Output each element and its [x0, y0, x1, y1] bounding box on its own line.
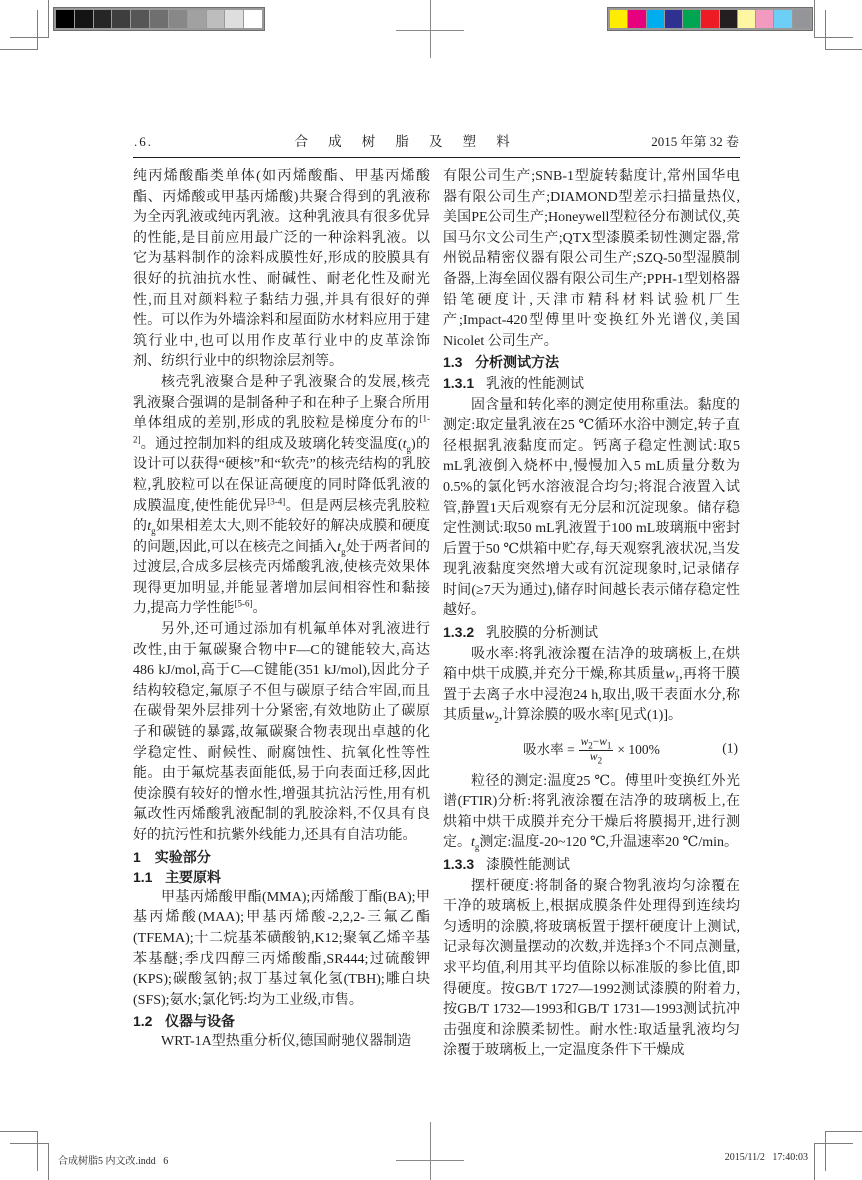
section-heading-1-1: 1.1 主要原料	[133, 869, 222, 886]
header-rule	[133, 157, 740, 158]
calibration-swatch	[720, 10, 737, 28]
section-heading-1-2: 1.2 仪器与设备	[133, 1013, 236, 1030]
equation-multiplier: × 100%	[617, 742, 660, 758]
calibration-swatch	[244, 10, 262, 28]
section-heading-1-3-2: 1.3.2 乳胶膜的分析测试	[443, 624, 599, 642]
page-content	[133, 130, 740, 1062]
body-paragraph: 摆杆硬度:将制备的聚合物乳液均匀涂覆在干净的玻璃板上,根据成膜条件处理得到连续均匀透明的涂膜,将玻璃板置于摆杆硬度计上测试,记录每次测量摆动的次数,并选择3个不同点测量,求平均值,利用其平均值除以标准版的参比值,即得硬度。按GB/T 1727—1992测试漆膜的附着力,按GB/T 1732—1993和GB/T 1731—1993测试抗冲击强度和涂膜柔韧性。耐水性:取适量乳液均匀涂覆于玻璃板上,一定温度条件下干燥成	[443, 878, 740, 1059]
calibration-swatch	[756, 10, 773, 28]
calibration-swatch	[701, 10, 718, 28]
color-calibration-bar	[607, 7, 813, 31]
page-number: .6.	[134, 134, 153, 149]
calibration-swatch	[75, 10, 93, 28]
right-column	[443, 167, 740, 1062]
section-heading-1-3-1: 1.3.1 乳液的性能测试	[443, 374, 585, 392]
calibration-swatch	[169, 10, 187, 28]
prepress-filename: 合成树脂5 内文改.indd 6	[58, 1156, 169, 1167]
running-head	[133, 130, 740, 150]
section-heading-1-3: 1.3 分析测试方法	[443, 354, 560, 371]
body-paragraph: 有限公司生产;SNB-1型旋转黏度计,常州国华电器有限公司生产;DIAMOND型差示扫描量热仪,美国PE公司生产;Honeywell型粒径分布测试仪,英国马尔文公司生产;QTX型漆膜柔韧性测定器,常州锐品精密仪器有限公司生产;SZQ-50型湿膜制备器,上海垒固仪器有限公司生产;PPH-1型划格器铅笔硬度计,天津市精科材料试验机厂生产;Impact-420型傅里叶变换红外光谱仪,美国Nicolet 公司生产。	[443, 169, 740, 349]
volume-info: 2015 年第 32 卷	[651, 134, 739, 149]
calibration-swatch	[150, 10, 168, 28]
body-paragraph: 核壳乳液聚合是种子乳液聚合的发展,核壳乳液聚合强调的是制备种子和在种子上聚合所用单体组成的差别,形成的乳胶粒是梯度分布的[1-2]。通过控制加料的组成及玻璃化转变温度$(t_g)$的设计可以获得“硬核”和“软壳”的核壳结构的乳胶粒,乳胶粒可以在保证高硬度的同时降低乳液的成膜温度,使性能优异[3-4]。但是两层核壳乳胶粒的$t_g$如果相差太大,则不能较好的解决成膜和硬度的问题,因此,可以在核壳之间插入$t_g$处于两者间的过渡层,合成多层核壳丙烯酸乳液,使核壳效果体现得更加明显,并能显著增加层间相容性和黏接力,提高力学性能[5-6]。	[133, 374, 431, 617]
calibration-swatch	[56, 10, 74, 28]
calibration-swatch	[188, 10, 206, 28]
body-paragraph: 甲基丙烯酸甲酯(MMA);丙烯酸丁酯(BA);甲基丙烯酸(MAA);甲基丙烯酸-2,2,2-三氟乙酯(TFEMA);十二烷基苯磺酸钠,K12;聚氧乙烯辛基苯基醚;季戊四醇三丙烯酸酯,SR444;过硫酸钾(KPS);碳酸氢钠;叔丁基过氧化氢(TBH);雕白块(SFS);氨水;氯化钙:均为工业级,市售。	[133, 889, 430, 1008]
crop-mark-bottom-left-inner	[0, 1131, 38, 1171]
registration-crosshair-top	[430, 0, 431, 58]
crop-mark-top-left-inner	[0, 10, 38, 50]
calibration-swatch	[225, 10, 243, 28]
body-paragraph: 纯丙烯酸酯类单体(如丙烯酸酯、甲基丙烯酸酯、丙烯酸或甲基丙烯酸)共聚合得到的乳液称为全丙乳液或纯丙乳液。这种乳液具有很多优异的性能,是目前应用最广泛的一种涂料乳液。以它为基料制作的涂料成膜性好,形成的胶膜具有很好的抗油抗水性、耐碱性、耐老化性及耐光性,而且对颜料粒子黏结力强,并具有很好的弹性。可以作为外墙涂料和屋面防水材料应用于建筑行业中,也可以用作皮革行业中的皮革涂饰剂、纺织行业中的织物涂层剂等。	[133, 169, 430, 370]
calibration-swatch	[112, 10, 130, 28]
registration-crosshair-bottom	[430, 1122, 431, 1180]
equation-lhs: 吸水率 =	[523, 742, 575, 758]
calibration-swatch	[774, 10, 791, 28]
calibration-swatch	[207, 10, 225, 28]
crop-mark-top-right-inner	[825, 10, 862, 50]
equation-1	[443, 727, 740, 772]
prepress-timestamp: 2015/11/2 17:40:03	[724, 1152, 808, 1163]
section-heading-1: 1 实验部分	[133, 848, 211, 865]
section-heading-1-3-3: 1.3.3 漆膜性能测试	[443, 856, 571, 873]
left-column	[133, 167, 430, 1062]
journal-title: 合 成 树 脂 及 塑 料	[294, 134, 519, 149]
calibration-swatch	[610, 10, 627, 28]
calibration-swatch	[628, 10, 645, 28]
calibration-swatch	[793, 10, 810, 28]
body-paragraph: 固含量和转化率的测定使用称重法。黏度的测定:取定量乳液在25 ℃循环水浴中测定,转子直径根据乳液黏度而定。钙离子稳定性测试:取5 mL乳液倒入烧杯中,慢慢加入5 mL质量分数为0.5%的氯化钙水溶液混合均匀;将混合液置入试管,静置1天后观察有无分层和沉淀现象。储存稳定性测试:取50 mL乳液置于100 mL玻璃瓶中密封后置于50 ℃烘箱中贮存,每天观察乳液状况,当发现乳液黏度突然增大或有沉淀现象时,记录储存时间(≥7天为通过),储存时间越长表示储存稳定性越好。	[443, 397, 740, 619]
body-paragraph: 粒径的测定:温度25 ℃。傅里叶变换红外光谱(FTIR)分析:将乳液涂覆在洁净的玻璃板上,在烘箱中烘干成膜并充分干燥后将膜揭开,进行测定。$t_g$测定:温度-20~120 ℃,升温速率20 ℃/min。	[443, 773, 740, 853]
crop-mark-bottom-right-inner	[825, 1131, 862, 1171]
calibration-swatch	[94, 10, 112, 28]
registration-crosshair-top	[396, 30, 464, 31]
body-paragraph: WRT-1A型热重分析仪,德国耐驰仪器制造	[161, 1033, 412, 1049]
calibration-swatch	[665, 10, 682, 28]
calibration-swatch	[738, 10, 755, 28]
calibration-swatch	[683, 10, 700, 28]
body-paragraph: 吸水率:将乳液涂覆在洁净的玻璃板上,在烘箱中烘干成膜,并充分干燥,称其质量$w_1$,再将干膜置于去离子水中浸泡24 h,取出,吸干表面水分,称其质量$w_2$,计算涂膜的吸水率[见式(1)]。	[443, 646, 741, 726]
equation-fraction: $\frac{w_2-w_1}{w_2}$	[580, 736, 612, 766]
calibration-swatch	[131, 10, 149, 28]
equation-number: (1)	[722, 741, 738, 757]
grayscale-calibration-bar	[53, 7, 265, 31]
body-paragraph: 另外,还可通过添加有机氟单体对乳液进行改性,由于氟碳聚合物中F—C的键能较大,高达486 kJ/mol,高于C—C键能(351 kJ/mol),因此分子结构较稳定,氟原子不但与碳原子结合牢固,而且在碳骨架外层排列十分紧密,有效地防止了碳原子和碳链的暴露,故氟碳聚合物表现出卓越的化学稳定性、耐候性、耐腐蚀性、抗氧化性等性能。由于氟烷基表面能低,易于向表面迁移,因此使涂膜有较好的憎水性,增强其抗沾污性,用有机氟改性丙烯酸乳液配制的乳胶涂料,不仅具有良好的抗污性和抗紫外线能力,还具有自洁功能。	[133, 622, 430, 843]
calibration-swatch	[647, 10, 664, 28]
registration-crosshair-bottom	[396, 1160, 464, 1161]
